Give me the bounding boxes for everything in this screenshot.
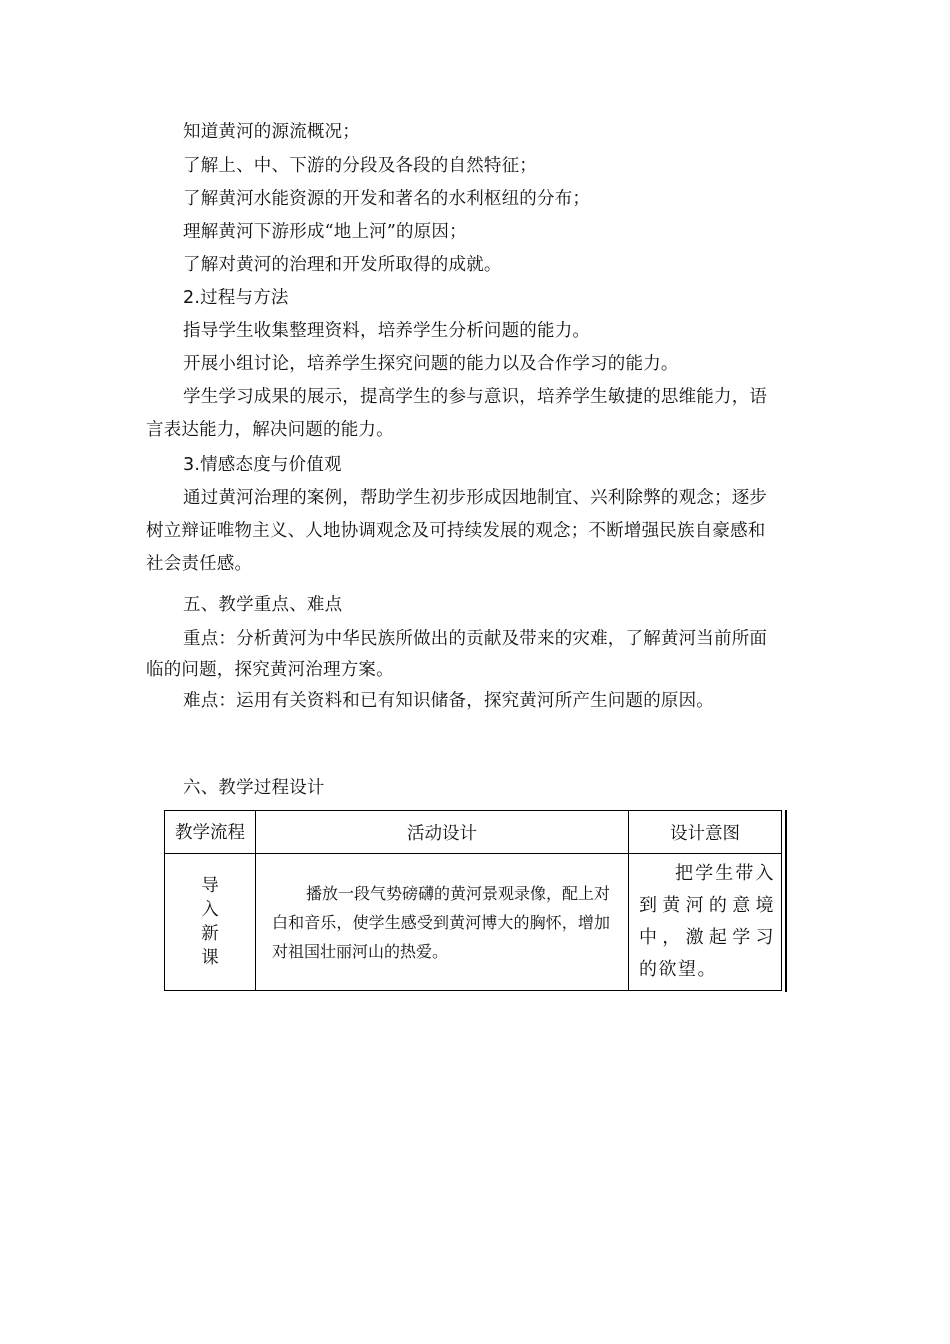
knowledge-item: 了解黄河水能资源的开发和著名的水利枢纽的分布；: [183, 189, 591, 209]
paragraph-line: 重点：分析黄河为中华民族所做出的贡献及带来的灾难，了解黄河当前所面: [183, 629, 768, 649]
table-header-cell: 活动设计: [256, 811, 629, 854]
paragraph-line: 言表达能力，解决问题的能力。: [146, 420, 394, 440]
stage-label: [200, 874, 220, 970]
paragraph-line: 难点：运用有关资料和已有知识储备，探究黄河所产生问题的原因。: [183, 691, 714, 711]
paragraph-line: 指导学生收集整理资料，培养学生分析问题的能力。: [183, 321, 591, 341]
stage-cell: [165, 854, 256, 991]
stage-char: 入: [201, 900, 219, 920]
stage-char: 新: [201, 924, 219, 944]
table-header-row: [165, 811, 782, 854]
stage-char: 课: [201, 948, 219, 968]
table-row: [165, 854, 782, 991]
activity-cell: 播放一段气势磅礴的黄河景观录像，配上对白和音乐，使学生感受到黄河博大的胸怀，增加对祖国壮丽河山的热爱。: [256, 854, 629, 991]
paragraph-line: 临的问题，探究黄河治理方案。: [146, 660, 394, 680]
section-heading-process-design: 六、教学过程设计: [183, 778, 325, 798]
knowledge-item: 了解上、中、下游的分段及各段的自然特征；: [183, 156, 537, 176]
section-heading-key-points: 五、教学重点、难点: [183, 595, 343, 615]
section-heading-emotion-values: 3.情感态度与价值观: [183, 455, 342, 475]
intent-cell: 把学生带入到黄河的意境中，激起学习的欲望。: [629, 854, 782, 991]
paragraph-line: 学生学习成果的展示，提高学生的参与意识，培养学生敏捷的思维能力，语: [183, 387, 768, 407]
table-header-cell: 设计意图: [629, 811, 782, 854]
paragraph-line: 通过黄河治理的案例，帮助学生初步形成因地制宜、兴利除弊的观念；逐步: [183, 488, 768, 508]
paragraph-line: 社会责任感。: [146, 554, 253, 574]
knowledge-item: 理解黄河下游形成“地上河”的原因；: [183, 222, 467, 242]
knowledge-item: 知道黄河的源流概况；: [183, 122, 360, 142]
knowledge-item: 了解对黄河的治理和开发所取得的成就。: [183, 255, 502, 275]
table-edge-line: [785, 810, 787, 992]
process-design-table: [164, 810, 782, 991]
table-header-cell: 教学流程: [165, 811, 256, 854]
paragraph-line: 树立辩证唯物主义、人地协调观念及可持续发展的观念；不断增强民族自豪感和: [146, 521, 766, 541]
section-heading-process-method: 2.过程与方法: [183, 288, 289, 308]
paragraph-line: 开展小组讨论，培养学生探究问题的能力以及合作学习的能力。: [183, 354, 679, 374]
stage-char: 导: [201, 876, 219, 896]
